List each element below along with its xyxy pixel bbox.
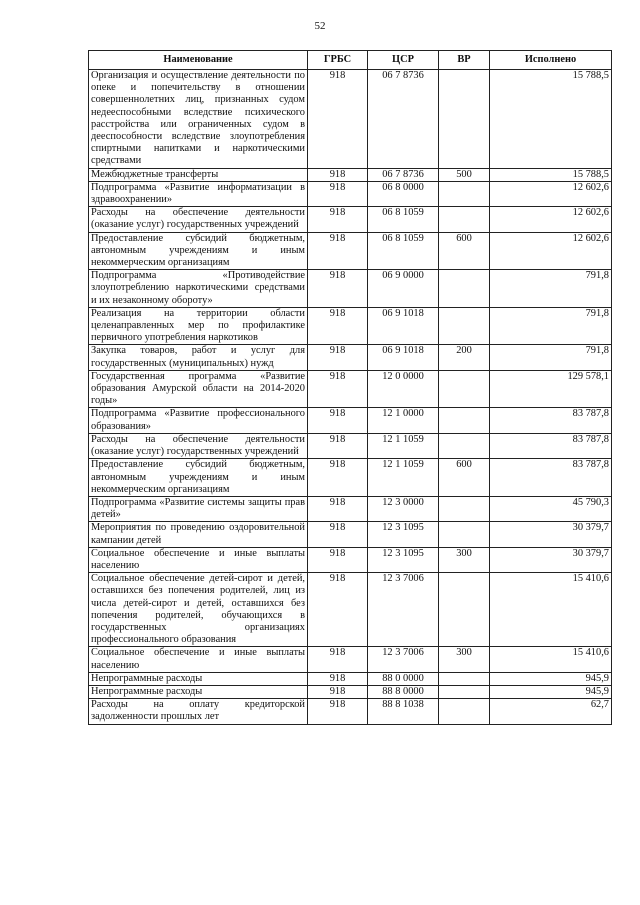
row-grbs-cell: 918 bbox=[308, 408, 368, 433]
row-grbs-cell: 918 bbox=[308, 547, 368, 572]
row-vr-cell bbox=[439, 181, 490, 206]
row-name-cell: Подпрограмма «Противодействие злоупотреблению наркотическими средствами и их незаконному обороту» bbox=[89, 270, 308, 308]
row-csr-cell: 12 3 1095 bbox=[368, 547, 439, 572]
header-name: Наименование bbox=[89, 51, 308, 70]
row-name-cell: Подпрограмма «Развитие профессионального образования» bbox=[89, 408, 308, 433]
row-csr-cell: 06 7 8736 bbox=[368, 168, 439, 181]
row-amount-cell: 15 788,5 bbox=[490, 70, 612, 169]
row-name-cell: Подпрограмма «Развитие информатизации в здравоохранении» bbox=[89, 181, 308, 206]
row-grbs-cell: 918 bbox=[308, 370, 368, 408]
table-row bbox=[89, 522, 612, 547]
row-vr-cell bbox=[439, 573, 490, 647]
row-grbs-cell: 918 bbox=[308, 207, 368, 232]
row-amount-cell: 945,9 bbox=[490, 685, 612, 698]
table-row bbox=[89, 168, 612, 181]
row-name-cell: Предоставление субсидий бюджетным, автономным учреждениям и иным некоммерческим организациям bbox=[89, 232, 308, 270]
table-row bbox=[89, 699, 612, 724]
row-amount-cell: 83 787,8 bbox=[490, 433, 612, 458]
row-grbs-cell: 918 bbox=[308, 573, 368, 647]
row-csr-cell: 06 8 1059 bbox=[368, 207, 439, 232]
row-vr-cell bbox=[439, 408, 490, 433]
header-csr: ЦСР bbox=[368, 51, 439, 70]
row-amount-cell: 15 410,6 bbox=[490, 573, 612, 647]
row-amount-cell: 12 602,6 bbox=[490, 232, 612, 270]
row-vr-cell bbox=[439, 370, 490, 408]
row-name-cell: Социальное обеспечение и иные выплаты населению bbox=[89, 647, 308, 672]
row-name-cell: Закупка товаров, работ и услуг для государственных (муниципальных) нужд bbox=[89, 345, 308, 370]
table-row bbox=[89, 547, 612, 572]
row-name-cell: Расходы на обеспечение деятельности (оказание услуг) государственных учреждений bbox=[89, 433, 308, 458]
row-vr-cell bbox=[439, 522, 490, 547]
row-name-cell: Непрограммные расходы bbox=[89, 685, 308, 698]
row-name-cell: Социальное обеспечение и иные выплаты населению bbox=[89, 547, 308, 572]
row-csr-cell: 12 1 1059 bbox=[368, 459, 439, 497]
row-csr-cell: 06 7 8736 bbox=[368, 70, 439, 169]
row-vr-cell bbox=[439, 207, 490, 232]
row-grbs-cell: 918 bbox=[308, 522, 368, 547]
row-vr-cell bbox=[439, 70, 490, 169]
row-csr-cell: 88 8 1038 bbox=[368, 699, 439, 724]
row-name-cell: Расходы на обеспечение деятельности (оказание услуг) государственных учреждений bbox=[89, 207, 308, 232]
row-amount-cell: 30 379,7 bbox=[490, 547, 612, 572]
table-row bbox=[89, 370, 612, 408]
row-grbs-cell: 918 bbox=[308, 496, 368, 521]
table-row bbox=[89, 232, 612, 270]
row-csr-cell: 06 8 0000 bbox=[368, 181, 439, 206]
table-body bbox=[89, 70, 612, 725]
row-vr-cell bbox=[439, 685, 490, 698]
row-csr-cell: 12 3 7006 bbox=[368, 573, 439, 647]
row-vr-cell: 500 bbox=[439, 168, 490, 181]
row-csr-cell: 12 0 0000 bbox=[368, 370, 439, 408]
row-grbs-cell: 918 bbox=[308, 672, 368, 685]
row-name-cell: Мероприятия по проведению оздоровительной кампании детей bbox=[89, 522, 308, 547]
row-vr-cell: 300 bbox=[439, 647, 490, 672]
row-grbs-cell: 918 bbox=[308, 70, 368, 169]
row-csr-cell: 06 9 0000 bbox=[368, 270, 439, 308]
row-vr-cell bbox=[439, 699, 490, 724]
table-row bbox=[89, 685, 612, 698]
row-name-cell: Подпрограмма «Развитие системы защиты прав детей» bbox=[89, 496, 308, 521]
table-header-row bbox=[89, 51, 612, 70]
row-amount-cell: 129 578,1 bbox=[490, 370, 612, 408]
row-grbs-cell: 918 bbox=[308, 345, 368, 370]
row-grbs-cell: 918 bbox=[308, 181, 368, 206]
row-amount-cell: 791,8 bbox=[490, 345, 612, 370]
header-vr: ВР bbox=[439, 51, 490, 70]
row-grbs-cell: 918 bbox=[308, 270, 368, 308]
row-amount-cell: 12 602,6 bbox=[490, 181, 612, 206]
page-number: 52 bbox=[314, 20, 326, 32]
table-row bbox=[89, 433, 612, 458]
table-row bbox=[89, 307, 612, 345]
table-row bbox=[89, 459, 612, 497]
row-vr-cell: 600 bbox=[439, 232, 490, 270]
table-row bbox=[89, 672, 612, 685]
row-csr-cell: 06 9 1018 bbox=[368, 307, 439, 345]
row-grbs-cell: 918 bbox=[308, 168, 368, 181]
row-csr-cell: 12 3 0000 bbox=[368, 496, 439, 521]
header-amount: Исполнено bbox=[490, 51, 612, 70]
table-row bbox=[89, 207, 612, 232]
table-row bbox=[89, 647, 612, 672]
row-csr-cell: 06 9 1018 bbox=[368, 345, 439, 370]
row-vr-cell bbox=[439, 433, 490, 458]
row-amount-cell: 83 787,8 bbox=[490, 408, 612, 433]
row-csr-cell: 12 1 0000 bbox=[368, 408, 439, 433]
row-csr-cell: 12 1 1059 bbox=[368, 433, 439, 458]
row-amount-cell: 30 379,7 bbox=[490, 522, 612, 547]
row-csr-cell: 06 8 1059 bbox=[368, 232, 439, 270]
budget-table bbox=[88, 50, 612, 725]
row-name-cell: Социальное обеспечение детей-сирот и детей, оставшихся без попечения родителей, лиц из числа детей-сирот и детей, оставшихся без попечения родителей, обучающихся в государственных организациях профессионального образования bbox=[89, 573, 308, 647]
row-vr-cell: 300 bbox=[439, 547, 490, 572]
row-name-cell: Предоставление субсидий бюджетным, автономным учреждениям и иным некоммерческим организациям bbox=[89, 459, 308, 497]
row-amount-cell: 15 410,6 bbox=[490, 647, 612, 672]
row-csr-cell: 88 8 0000 bbox=[368, 685, 439, 698]
table-row bbox=[89, 181, 612, 206]
row-amount-cell: 945,9 bbox=[490, 672, 612, 685]
table-row bbox=[89, 573, 612, 647]
row-csr-cell: 12 3 7006 bbox=[368, 647, 439, 672]
row-name-cell: Непрограммные расходы bbox=[89, 672, 308, 685]
table-row bbox=[89, 270, 612, 308]
row-grbs-cell: 918 bbox=[308, 232, 368, 270]
row-amount-cell: 62,7 bbox=[490, 699, 612, 724]
table-row bbox=[89, 345, 612, 370]
row-name-cell: Расходы на оплату кредиторской задолженности прошлых лет bbox=[89, 699, 308, 724]
row-amount-cell: 12 602,6 bbox=[490, 207, 612, 232]
row-grbs-cell: 918 bbox=[308, 647, 368, 672]
table-row bbox=[89, 70, 612, 169]
row-vr-cell: 200 bbox=[439, 345, 490, 370]
row-amount-cell: 791,8 bbox=[490, 270, 612, 308]
row-name-cell: Организация и осуществление деятельности по опеке и попечительству в отношении совершеннолетних лиц, признанных судом недееспособными вследствие психического расстройства или ограниченных судом в дееспособности вследствие злоупотребления спиртными напитками и наркотическими средствами bbox=[89, 70, 308, 169]
row-vr-cell bbox=[439, 672, 490, 685]
row-amount-cell: 791,8 bbox=[490, 307, 612, 345]
table-row bbox=[89, 496, 612, 521]
row-vr-cell: 600 bbox=[439, 459, 490, 497]
row-csr-cell: 12 3 1095 bbox=[368, 522, 439, 547]
row-grbs-cell: 918 bbox=[308, 685, 368, 698]
header-grbs: ГРБС bbox=[308, 51, 368, 70]
row-amount-cell: 83 787,8 bbox=[490, 459, 612, 497]
row-name-cell: Реализация на территории области целенаправленных мер по профилактике первичного употребления наркотиков bbox=[89, 307, 308, 345]
row-name-cell: Межбюджетные трансферты bbox=[89, 168, 308, 181]
row-grbs-cell: 918 bbox=[308, 433, 368, 458]
row-grbs-cell: 918 bbox=[308, 307, 368, 345]
row-name-cell: Государственная программа «Развитие образования Амурской области на 2014-2020 годы» bbox=[89, 370, 308, 408]
row-grbs-cell: 918 bbox=[308, 459, 368, 497]
row-amount-cell: 45 790,3 bbox=[490, 496, 612, 521]
table-row bbox=[89, 408, 612, 433]
row-csr-cell: 88 0 0000 bbox=[368, 672, 439, 685]
row-amount-cell: 15 788,5 bbox=[490, 168, 612, 181]
row-vr-cell bbox=[439, 307, 490, 345]
row-grbs-cell: 918 bbox=[308, 699, 368, 724]
row-vr-cell bbox=[439, 496, 490, 521]
row-vr-cell bbox=[439, 270, 490, 308]
